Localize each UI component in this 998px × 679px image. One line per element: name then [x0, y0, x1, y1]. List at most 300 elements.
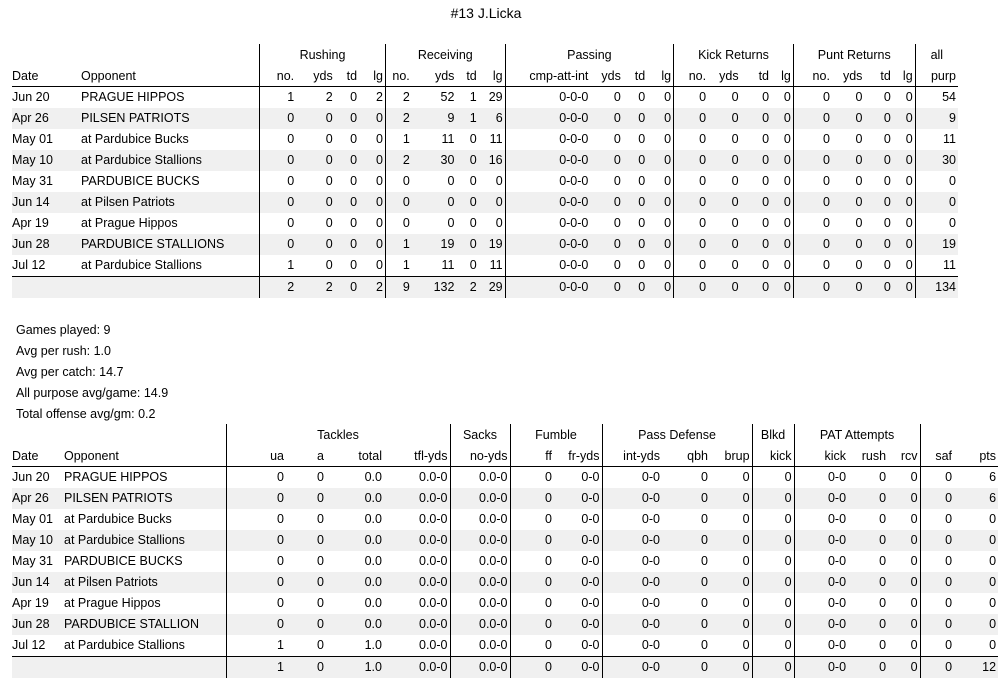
offense-header-0: Date	[12, 65, 81, 87]
table-cell: 0	[385, 213, 411, 234]
table-cell: 1.0	[364, 638, 382, 652]
table-cell: 0-0	[602, 488, 662, 509]
table-cell: 0	[662, 530, 710, 551]
defense-header-2: ua	[226, 445, 286, 467]
table-cell: 0	[793, 213, 832, 234]
table-cell: 0-0	[794, 509, 848, 530]
table-cell: 0	[510, 509, 554, 530]
table-cell: 0	[447, 174, 455, 188]
summary-all-purpose-avg: All purpose avg/game: 14.9	[16, 386, 169, 400]
table-cell: 0-0-0	[505, 277, 590, 299]
table-row	[12, 234, 958, 255]
table-cell: 1	[385, 234, 411, 255]
table-cell: Jun 28	[12, 234, 81, 255]
table-cell: 6	[479, 108, 505, 129]
table-cell: at Prague Hippos	[64, 596, 161, 610]
table-cell: 0	[742, 470, 750, 484]
table-cell: 0	[742, 554, 750, 568]
table-cell: 0	[469, 132, 477, 146]
table-cell: 1	[385, 255, 411, 277]
table-cell: 0	[864, 234, 892, 255]
table-cell: 0	[741, 234, 771, 255]
table-cell: 0-0	[602, 467, 662, 489]
table-cell: 0	[375, 132, 383, 146]
offense-header-3: yds	[296, 65, 335, 87]
offense-header-2: no.	[260, 65, 297, 87]
table-cell: 0	[613, 258, 621, 272]
defense-header-6: no-yds	[450, 445, 510, 467]
table-cell: 0	[638, 174, 646, 188]
table-cell: 0	[910, 596, 918, 610]
table-cell: 0.0-0	[384, 614, 450, 635]
table-row	[12, 488, 998, 509]
offense-header-10: cmp-att-int	[505, 65, 590, 87]
table-cell: 0-0	[794, 635, 848, 657]
table-cell: 0	[260, 129, 297, 150]
table-cell: 0	[910, 512, 918, 526]
table-cell: 0	[793, 277, 832, 299]
table-cell: 0.0-0	[419, 596, 448, 610]
table-cell: 0	[741, 277, 771, 299]
table-cell: 0	[317, 512, 324, 526]
table-cell: 0.0-0	[419, 554, 448, 568]
summary-avg-per-rush: Avg per rush: 1.0	[16, 344, 111, 358]
table-cell: 2	[385, 87, 411, 109]
table-cell: 2	[385, 150, 411, 171]
table-row	[12, 635, 998, 657]
table-row	[12, 467, 998, 489]
offense-header-17: lg	[771, 65, 793, 87]
table-cell: 0	[375, 216, 383, 230]
table-cell: 0	[674, 234, 709, 255]
offense-header-19: yds	[832, 65, 864, 87]
table-cell: 0	[905, 258, 913, 272]
table-cell: 0	[479, 192, 505, 213]
table-cell: 0	[701, 638, 708, 652]
table-cell: 0	[226, 551, 286, 572]
table-cell: 0	[456, 150, 478, 171]
table-cell: 0	[893, 108, 915, 129]
table-cell: 0	[662, 614, 710, 635]
table-row	[12, 509, 998, 530]
table-cell: 0-0	[554, 614, 602, 635]
table-cell: 0.0-0	[450, 551, 510, 572]
table-cell: 0	[325, 258, 333, 272]
table-cell: 0.0-0	[450, 530, 510, 551]
table-cell: at Pilsen Patriots	[64, 572, 226, 593]
table-cell: 0	[920, 572, 954, 593]
table-cell: 0.0-0	[450, 488, 510, 509]
table-cell: 0	[793, 234, 832, 255]
table-cell: 0-0-0	[505, 255, 590, 277]
table-cell	[81, 277, 260, 299]
group-all: all	[915, 44, 958, 65]
table-cell: 0	[771, 234, 793, 255]
table-cell: 0	[920, 467, 954, 489]
table-cell: 0.0-0	[384, 657, 450, 679]
table-cell: 0	[752, 657, 794, 679]
table-cell: at Pardubice Bucks	[64, 512, 172, 526]
table-cell: 0	[855, 216, 863, 230]
table-cell: 19	[915, 234, 958, 255]
table-cell: 0	[710, 657, 752, 679]
table-cell: 0.0-0	[450, 657, 510, 679]
offense-stats-table	[12, 44, 958, 298]
table-cell: 0	[888, 657, 920, 679]
table-cell: 132	[412, 277, 457, 299]
offense-header-4: td	[335, 65, 359, 87]
table-cell: 0	[741, 150, 771, 171]
table-cell: 0	[915, 171, 958, 192]
offense-header-13: lg	[647, 65, 673, 87]
table-cell: 0	[731, 216, 739, 230]
group-fumble: Fumble	[510, 424, 602, 445]
group-tackles: Tackles	[226, 424, 450, 445]
table-cell: 0	[848, 572, 888, 593]
table-cell: 0	[647, 192, 673, 213]
table-cell: 0	[510, 530, 554, 551]
table-cell: 0	[783, 174, 791, 188]
table-cell: 0	[708, 192, 740, 213]
table-cell: 0.0-0	[419, 470, 448, 484]
table-cell: 0	[888, 614, 920, 635]
table-cell: 0	[385, 192, 411, 213]
table-cell: 0	[731, 174, 739, 188]
defense-header-13: kick	[794, 445, 848, 467]
table-cell: Jun 28	[12, 614, 64, 635]
table-cell: 9	[915, 108, 958, 129]
table-cell: 0	[325, 174, 333, 188]
table-cell: 0-0-0	[505, 150, 590, 171]
table-cell: 0	[752, 467, 794, 489]
table-cell: 0	[447, 216, 455, 230]
table-cell: 0	[590, 108, 622, 129]
table-cell: 0	[317, 596, 324, 610]
group-kick-returns: Kick Returns	[674, 44, 794, 65]
table-cell: 0	[317, 554, 324, 568]
table-cell: 0	[286, 572, 326, 593]
table-cell: 0	[741, 108, 771, 129]
table-cell: 0	[662, 488, 710, 509]
table-cell: 0	[674, 108, 709, 129]
table-cell: 0	[832, 192, 864, 213]
table-cell: 0	[638, 216, 646, 230]
table-cell: 0-0	[581, 596, 600, 610]
table-cell: 0	[989, 596, 997, 610]
table-cell: 134	[915, 277, 958, 299]
defense-header-3: a	[286, 445, 326, 467]
table-cell: 0	[412, 192, 457, 213]
table-cell: 0	[783, 216, 791, 230]
table-cell: 0	[883, 174, 891, 188]
table-cell: 0	[855, 132, 863, 146]
table-cell: 0	[883, 132, 891, 146]
table-cell: 1	[469, 90, 477, 104]
table-cell: 0	[708, 234, 740, 255]
table-cell: 0	[226, 488, 286, 509]
table-cell: 0	[359, 234, 385, 255]
table-cell: 11	[915, 129, 958, 150]
table-cell: PILSEN PATRIOTS	[81, 108, 260, 129]
table-cell: 0	[286, 657, 326, 679]
table-cell: 0	[848, 614, 888, 635]
defense-header-16: saf	[920, 445, 954, 467]
table-cell: 0	[317, 638, 324, 652]
table-cell: 0-0	[554, 530, 602, 551]
table-cell: 30	[915, 150, 958, 171]
table-cell: 0	[888, 530, 920, 551]
table-cell: 2	[260, 277, 297, 299]
table-cell: 0	[495, 174, 503, 188]
table-cell: 0	[623, 234, 647, 255]
table-cell: 0-0	[602, 635, 662, 657]
table-cell: 0	[905, 174, 913, 188]
table-cell: 0	[793, 87, 832, 109]
table-cell: 0	[855, 174, 863, 188]
offense-header-5: lg	[359, 65, 385, 87]
table-cell: 0	[752, 572, 794, 593]
table-cell: 0	[793, 108, 832, 129]
table-cell: 0	[710, 572, 752, 593]
table-cell: 0	[647, 108, 673, 129]
table-cell: 0	[296, 108, 335, 129]
table-cell: 0	[989, 638, 997, 652]
table-cell: 0	[674, 192, 709, 213]
table-cell: 2	[359, 277, 385, 299]
table-cell: 0	[226, 614, 286, 635]
offense-header-9: lg	[479, 65, 505, 87]
table-cell: 0	[893, 277, 915, 299]
table-cell: Apr 19	[12, 216, 49, 230]
table-cell: Jun 20	[12, 90, 50, 104]
table-cell: 0-0	[794, 593, 848, 614]
table-cell: 0-0	[794, 488, 848, 509]
table-cell: 0	[375, 258, 383, 272]
table-cell: 0	[920, 635, 954, 657]
table-cell: 2	[296, 277, 335, 299]
table-cell: 0	[915, 213, 958, 234]
table-cell: 6	[954, 488, 998, 509]
table-cell: 0	[920, 657, 954, 679]
table-cell: 0	[883, 90, 891, 104]
table-row	[12, 530, 998, 551]
table-cell: 0	[226, 572, 286, 593]
table-cell: 0	[920, 530, 954, 551]
table-cell: 0	[989, 554, 997, 568]
table-cell: 0-0-0	[505, 129, 590, 150]
table-cell: 0	[864, 108, 892, 129]
table-cell: PARDUBICE BUCKS	[81, 174, 200, 188]
table-cell: 0	[286, 614, 326, 635]
offense-header-21: lg	[893, 65, 915, 87]
table-cell: 0	[793, 129, 832, 150]
table-cell	[12, 657, 64, 679]
table-cell: 0	[783, 132, 791, 146]
table-cell: 0-0	[581, 512, 600, 526]
table-cell: 0-0	[554, 572, 602, 593]
defense-header-4: total	[326, 445, 384, 467]
table-cell: 0	[260, 213, 297, 234]
table-cell: 0	[286, 530, 326, 551]
table-cell: 0	[623, 150, 647, 171]
table-cell: 0	[848, 530, 888, 551]
table-cell: 0	[879, 470, 887, 484]
table-cell: 0	[920, 593, 954, 614]
table-cell: 0.0-0	[384, 488, 450, 509]
table-cell: 0-0-0	[505, 108, 590, 129]
table-cell: 11	[489, 258, 503, 272]
table-cell: 0	[226, 530, 286, 551]
table-cell: 0	[510, 572, 554, 593]
table-cell: 0-0	[794, 467, 848, 489]
table-cell: at Pardubice Stallions	[81, 258, 202, 272]
table-cell: 2	[385, 108, 411, 129]
table-cell: 0-0	[602, 614, 662, 635]
table-cell: 0-0	[581, 554, 600, 568]
table-cell: 0	[664, 174, 672, 188]
defense-header-17: pts	[954, 445, 998, 467]
table-cell: 0	[296, 234, 335, 255]
table-cell	[12, 277, 81, 299]
table-cell: 0	[879, 596, 887, 610]
table-cell: 0	[708, 108, 740, 129]
defense-header-15: rcv	[888, 445, 920, 467]
defense-header-12: kick	[752, 445, 794, 467]
table-cell: 29	[479, 277, 505, 299]
table-cell: 0.0	[364, 596, 382, 610]
table-cell: 0.0-0	[419, 512, 448, 526]
table-cell: May 01	[12, 512, 53, 526]
table-cell: 0	[762, 132, 770, 146]
table-cell: 0	[638, 258, 646, 272]
defense-header-8: fr-yds	[554, 445, 602, 467]
table-cell: 0	[905, 216, 913, 230]
table-cell: 0	[296, 150, 335, 171]
table-cell: May 10	[12, 150, 81, 171]
player-title: #13 J.Licka	[450, 5, 522, 21]
table-cell: 0	[752, 635, 794, 657]
table-cell: 0	[762, 90, 770, 104]
summary-avg-per-catch: Avg per catch: 14.7	[16, 365, 124, 379]
group-sacks: Sacks	[450, 424, 510, 445]
table-cell: 0	[920, 551, 954, 572]
table-cell: 0-0-0	[505, 192, 590, 213]
table-cell: 0-0	[581, 638, 600, 652]
table-cell: 0	[623, 277, 647, 299]
table-cell: 0-0	[602, 530, 662, 551]
table-cell: 0.0	[364, 512, 382, 526]
table-cell: 0	[832, 150, 864, 171]
table-cell: 0	[920, 488, 954, 509]
table-cell: 0.0-0	[384, 530, 450, 551]
table-cell: 0	[915, 192, 958, 213]
table-cell: 0-0	[554, 657, 602, 679]
table-cell: 0.0-0	[450, 572, 510, 593]
table-cell: 0-0-0	[505, 171, 590, 192]
defense-stats-table	[12, 424, 998, 678]
table-cell: 0	[879, 554, 887, 568]
table-cell: 0	[325, 216, 333, 230]
table-cell: 0-0-0	[505, 213, 590, 234]
table-cell: 0	[385, 171, 411, 192]
table-cell: 0	[832, 277, 864, 299]
table-cell: 0	[469, 258, 477, 272]
table-cell: 0-0-0	[505, 87, 590, 109]
table-cell: 0	[752, 509, 794, 530]
table-cell: 0	[350, 174, 358, 188]
table-cell: 0	[613, 90, 621, 104]
table-cell: 9	[412, 108, 457, 129]
table-cell: 0	[701, 596, 708, 610]
table-cell: 0	[510, 551, 554, 572]
table-cell: 0	[359, 150, 385, 171]
table-cell: 0	[260, 171, 297, 192]
table-cell: 0	[350, 216, 358, 230]
offense-header-18: no.	[793, 65, 832, 87]
table-cell: 0	[335, 192, 359, 213]
table-cell: 0	[510, 488, 554, 509]
table-cell: 1	[456, 108, 478, 129]
table-cell: 0	[741, 192, 771, 213]
table-cell: 0	[864, 150, 892, 171]
table-cell: May 10	[12, 530, 64, 551]
table-cell: 0-0	[794, 530, 848, 551]
offense-header-14: no.	[674, 65, 709, 87]
defense-header-7: ff	[510, 445, 554, 467]
table-cell: 0	[662, 572, 710, 593]
table-cell: 0.0-0	[450, 467, 510, 489]
table-cell: PRAGUE HIPPOS	[81, 90, 185, 104]
table-cell: 0	[335, 108, 359, 129]
table-cell: 0	[456, 234, 478, 255]
table-cell: 0	[510, 593, 554, 614]
table-cell: 0	[752, 551, 794, 572]
table-cell: 0	[456, 192, 478, 213]
table-cell: 0	[848, 488, 888, 509]
table-cell: 0	[793, 150, 832, 171]
table-cell: 1	[226, 635, 286, 657]
table-cell: Jun 20	[12, 470, 50, 484]
offense-header-1: Opponent	[81, 65, 260, 87]
table-cell: 0	[771, 108, 793, 129]
group-blkd: Blkd	[752, 424, 794, 445]
table-cell: 0	[510, 614, 554, 635]
table-cell: 11	[489, 132, 503, 146]
table-cell: 0	[510, 467, 554, 489]
table-cell: 0	[954, 530, 998, 551]
group-rushing: Rushing	[260, 44, 386, 65]
table-cell: 0.0	[326, 572, 384, 593]
table-cell: 9	[385, 277, 411, 299]
table-cell: 0	[350, 132, 358, 146]
table-cell: 0	[783, 258, 791, 272]
table-cell: 0.0	[326, 488, 384, 509]
table-cell: 0	[905, 132, 913, 146]
table-cell: 0	[590, 277, 622, 299]
group-receiving: Receiving	[385, 44, 505, 65]
table-cell: 0	[260, 192, 297, 213]
offense-header-15: yds	[708, 65, 740, 87]
table-cell: 0.0-0	[450, 635, 510, 657]
offense-header-20: td	[864, 65, 892, 87]
table-cell: 0	[335, 234, 359, 255]
table-cell: 0	[910, 470, 918, 484]
table-row	[12, 192, 958, 213]
table-cell: 0	[701, 512, 708, 526]
offense-header-8: td	[456, 65, 478, 87]
table-cell: 16	[479, 150, 505, 171]
table-cell: 0	[893, 150, 915, 171]
